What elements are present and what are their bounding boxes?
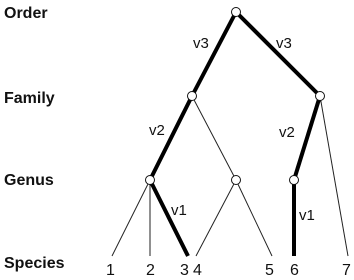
edge-genus-mid-to-species-5	[236, 180, 272, 256]
node-order	[232, 8, 241, 17]
edge-family-left-to-genus-mid	[192, 96, 236, 180]
edge-label-family-right: v2	[279, 124, 295, 141]
edge-family-right-to-genus-right	[294, 96, 320, 180]
edge-order-to-family-left	[192, 12, 236, 96]
species-label-2: 2	[146, 262, 155, 279]
species-label-3: 3	[180, 262, 189, 279]
edge-genus-left-to-species-1	[112, 180, 150, 256]
edge-label-family-left: v2	[149, 122, 165, 139]
edge-family-right-to-species-7	[320, 96, 348, 256]
species-label-6: 6	[290, 262, 299, 279]
level-label-genus: Genus	[4, 172, 54, 189]
edge-label-genus-left: v1	[171, 202, 187, 219]
node-family-left	[188, 92, 197, 101]
edge-order-to-family-right	[236, 12, 320, 96]
species-label-7: 7	[342, 262, 351, 279]
level-label-species: Species	[4, 255, 65, 272]
species-label-5: 5	[265, 262, 274, 279]
node-genus-right	[290, 176, 299, 185]
edge-genus-mid-to-species-4	[196, 180, 236, 256]
edge-label-genus-right: v1	[299, 207, 315, 224]
level-label-family: Family	[4, 90, 55, 107]
edge-label-root-right: v3	[276, 35, 292, 52]
edge-label-root-left: v3	[193, 35, 209, 52]
species-label-4: 4	[193, 262, 202, 279]
node-family-right	[316, 92, 325, 101]
species-label-1: 1	[106, 262, 115, 279]
node-genus-mid	[232, 176, 241, 185]
level-label-order: Order	[4, 5, 48, 22]
node-genus-left	[146, 176, 155, 185]
